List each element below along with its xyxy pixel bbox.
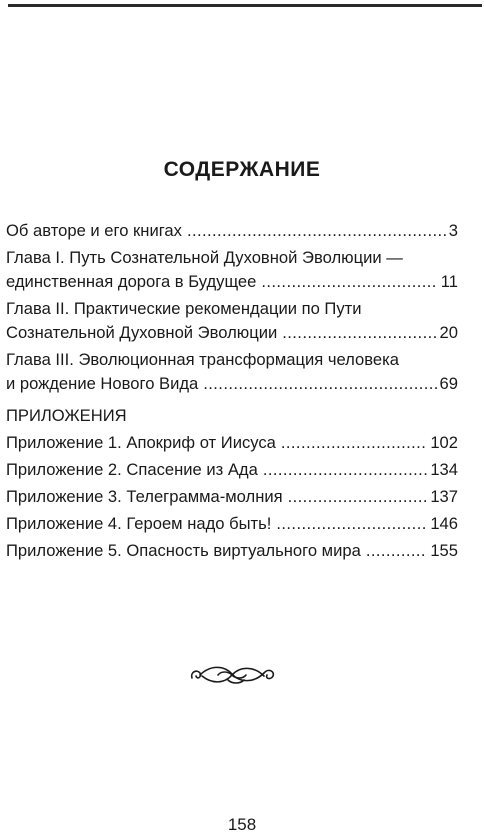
dot-leader	[288, 485, 428, 509]
toc-entry-title-line: единственная дорога в Будущее	[6, 272, 257, 291]
toc-entry-title-line: Глава II. Практические рекомендации по Пути	[6, 299, 362, 318]
toc-entry-appendix-3[interactable]	[6, 485, 458, 509]
toc-page-number: 102	[430, 433, 458, 452]
toc-page-number: 155	[430, 541, 458, 560]
toc-page-number: 20	[439, 323, 458, 342]
toc-entry-title-line: Глава III. Эволюционная трансформация человека	[6, 350, 399, 369]
toc-entry-appendix-4[interactable]	[6, 512, 458, 536]
dot-leader	[282, 321, 436, 345]
dot-leader	[203, 372, 436, 396]
toc-entry-chapter-1[interactable]	[6, 246, 458, 294]
toc-entry-title: Приложение 5. Опасность виртуального мира	[6, 541, 361, 560]
toc-entry-title: Приложение 2. Спасение из Ада	[6, 460, 258, 479]
toc-page-number: 69	[439, 374, 458, 393]
toc-entry-author[interactable]	[6, 219, 458, 243]
toc-entry-title: Приложение 3. Телеграмма-молния	[6, 487, 283, 506]
toc-entry-chapter-3[interactable]	[6, 348, 458, 396]
toc-page-number: 3	[448, 221, 458, 240]
table-of-contents	[6, 219, 458, 566]
toc-page-number: 146	[430, 514, 458, 533]
dot-leader	[366, 539, 428, 563]
dot-leader	[187, 219, 446, 243]
toc-entry-title-line: и рождение Нового Вида	[6, 374, 199, 393]
toc-entry-appendix-2[interactable]	[6, 458, 458, 482]
top-rule	[8, 4, 482, 7]
toc-entry-title-line: Сознательной Духовной Эволюции	[6, 323, 278, 342]
toc-page-number: 137	[430, 487, 458, 506]
toc-page-number: 11	[440, 272, 458, 291]
decorative-flourish-icon	[188, 662, 278, 688]
toc-entry-appendix-5[interactable]	[6, 539, 458, 563]
toc-entry-title: Приложение 4. Героем надо быть!	[6, 514, 272, 533]
dot-leader	[281, 431, 427, 455]
toc-entry-title-line: Глава I. Путь Сознательной Духовной Эволюции —	[6, 248, 403, 267]
page-number: 158	[227, 815, 257, 834]
dot-leader	[261, 270, 437, 294]
toc-entry-appendix-1[interactable]	[6, 431, 458, 455]
page-title: СОДЕРЖАНИЕ	[163, 158, 321, 181]
dot-leader	[263, 458, 427, 482]
toc-entry-chapter-2[interactable]	[6, 297, 458, 345]
toc-entry-title: Об авторе и его книгах	[6, 221, 182, 240]
dot-leader	[276, 512, 427, 536]
toc-page-number: 134	[430, 460, 458, 479]
appendix-heading: ПРИЛОЖЕНИЯ	[6, 406, 127, 425]
toc-entry-title: Приложение 1. Апокриф от Иисуса	[6, 433, 276, 452]
